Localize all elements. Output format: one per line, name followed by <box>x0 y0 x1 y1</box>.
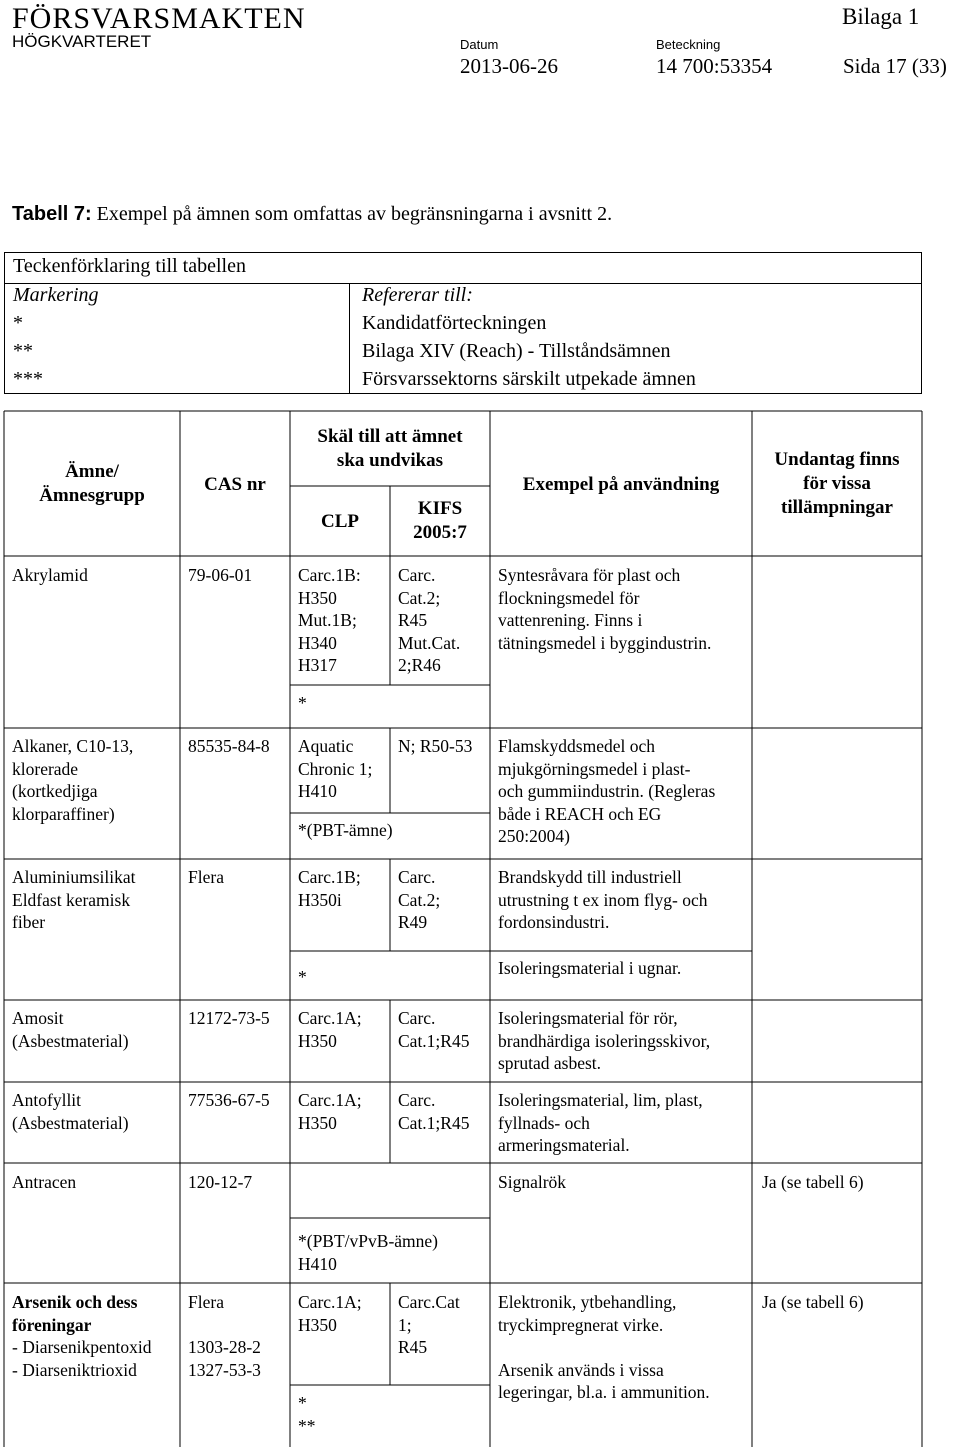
table-row-4-clp: Carc.1A; H350 <box>298 1008 362 1051</box>
table-row-1-kifs: Carc. Cat.2; R45 Mut.Cat. 2;R46 <box>398 565 461 675</box>
header-clp: CLP <box>321 511 359 532</box>
table-caption <box>12 203 612 226</box>
date-label: Datum <box>460 37 499 52</box>
table-row-6-usage: Signalrök <box>498 1172 567 1192</box>
legend-title: Teckenförklaring till tabellen <box>13 255 246 277</box>
table-caption-text: Exempel på ämnen som omfattas av begränsningarna i avsnitt 2. <box>91 203 613 225</box>
legend-ref-3: Försvarssektorns särskilt utpekade ämnen <box>362 368 696 390</box>
table-row-1-usage: Syntesråvara för plast och flockningsmedel för vattenrening. Finns i tätningsmedel i byggindustrin. <box>498 565 712 653</box>
header-substance: Ämne/ Ämnesgrupp <box>39 461 145 506</box>
header-kifs: KIFS 2005:7 <box>413 498 467 543</box>
table-row-5-usage: Isoleringsmaterial, lim, plast, fyllnads- och armeringsmaterial. <box>498 1090 703 1155</box>
table-row-3-kifs: Carc. Cat.2; R49 <box>398 867 441 932</box>
table-row-1-note: * <box>298 693 307 713</box>
legend-mark-1: * <box>13 312 23 334</box>
legend-col-marking: Markering <box>13 284 99 306</box>
reference-value: 14 700:53354 <box>656 54 773 78</box>
table-row-2-cas: 85535-84-8 <box>188 736 270 756</box>
annex-label: Bilaga 1 <box>842 4 920 29</box>
table-row-1-cas: 79-06-01 <box>188 565 253 585</box>
table-row-3-clp: Carc.1B; H350i <box>298 867 361 910</box>
org-unit: HÖGKVARTERET <box>12 32 152 51</box>
legend-col-refers: Refererar till: <box>362 284 473 306</box>
table-row-2-substance: Alkaner, C10-13, klorerade (kortkedjiga klorparaffiner) <box>12 736 134 824</box>
table-row-3-cas: Flera <box>188 867 224 887</box>
header-cas: CAS nr <box>204 474 266 495</box>
header-exceptions: Undantag finns för vissa tillämpningar <box>774 449 900 518</box>
table-caption-number: Tabell 7: <box>12 203 92 225</box>
legend-ref-1: Kandidatförteckningen <box>362 312 547 334</box>
table-row-6-substance: Antracen <box>12 1172 77 1192</box>
table-row-4-usage: Isoleringsmaterial för rör, brandhärdiga isoleringsskivor, sprutad asbest. <box>498 1008 711 1073</box>
table-row-3-note: * <box>298 967 307 987</box>
table-row-7-note: * ** <box>298 1393 316 1436</box>
legend-table <box>4 252 922 394</box>
legend-ref-2: Bilaga XIV (Reach) - Tillståndsämnen <box>362 340 671 362</box>
table-row-5-substance: Antofyllit (Asbestmaterial) <box>12 1090 129 1133</box>
table-row-7-substance: Arsenik och dess föreningar - Diarsenikpentoxid - Diarseniktrioxid <box>12 1292 152 1380</box>
table-row-6-cas: 120-12-7 <box>188 1172 253 1192</box>
table-row-7-exceptions: Ja (se tabell 6) <box>762 1292 864 1312</box>
table-row-4-kifs: Carc. Cat.1;R45 <box>398 1008 470 1051</box>
table-row-3-usage-2: Isoleringsmaterial i ugnar. <box>498 958 682 978</box>
table-row-3-usage: Brandskydd till industriell utrustning t ex inom flyg- och fordonsindustri. <box>498 867 708 932</box>
table-row-5-clp: Carc.1A; H350 <box>298 1090 362 1133</box>
table-row-2-usage: Flamskyddsmedel och mjukgörningsmedel i plast- och gummiindustrin. (Regleras både i REACH och EG 250:2004) <box>498 736 716 846</box>
header-usage: Exempel på användning <box>522 474 720 495</box>
table-row-2-clp: Aquatic Chronic 1; H410 <box>298 736 373 801</box>
table-row-1-substance: Akrylamid <box>12 565 88 585</box>
reference-label: Beteckning <box>656 37 721 52</box>
page-number: Sida 17 (33) <box>843 54 947 78</box>
table-row-7-cas: Flera 1303-28-2 1327-53-3 <box>188 1292 261 1380</box>
table-row-7-clp: Carc.1A; H350 <box>298 1292 362 1335</box>
legend-mark-3: *** <box>13 368 43 390</box>
table-row-1-clp: Carc.1B: H350 Mut.1B; H340 H317 <box>298 565 361 675</box>
table-row-4-substance: Amosit (Asbestmaterial) <box>12 1008 129 1051</box>
org-logo: FÖRSVARSMAKTEN <box>12 2 306 35</box>
legend-mark-2: ** <box>13 340 33 362</box>
date-value: 2013-06-26 <box>460 54 558 78</box>
table-row-3-substance: Aluminiumsilikat Eldfast keramisk fiber <box>12 867 136 932</box>
table-row-6-note: *(PBT/vPvB-ämne) H410 <box>298 1231 438 1274</box>
table-row-2-kifs: N; R50-53 <box>398 736 473 756</box>
header-reason: Skäl till att ämnet ska undvikas <box>317 426 463 471</box>
table-row-2-note: *(PBT-ämne) <box>298 820 393 840</box>
table-row-7-kifs: Carc.Cat 1; R45 <box>398 1292 460 1357</box>
table-row-6-exceptions: Ja (se tabell 6) <box>762 1172 864 1192</box>
table-row-7-usage: Elektronik, ytbehandling, tryckimpregnerat virke. Arsenik används i vissa legeringar, bl.a. i ammunition. <box>498 1292 710 1402</box>
table-row-5-kifs: Carc. Cat.1;R45 <box>398 1090 470 1133</box>
table-row-5-cas: 77536-67-5 <box>188 1090 270 1110</box>
table-row-4-cas: 12172-73-5 <box>188 1008 270 1028</box>
